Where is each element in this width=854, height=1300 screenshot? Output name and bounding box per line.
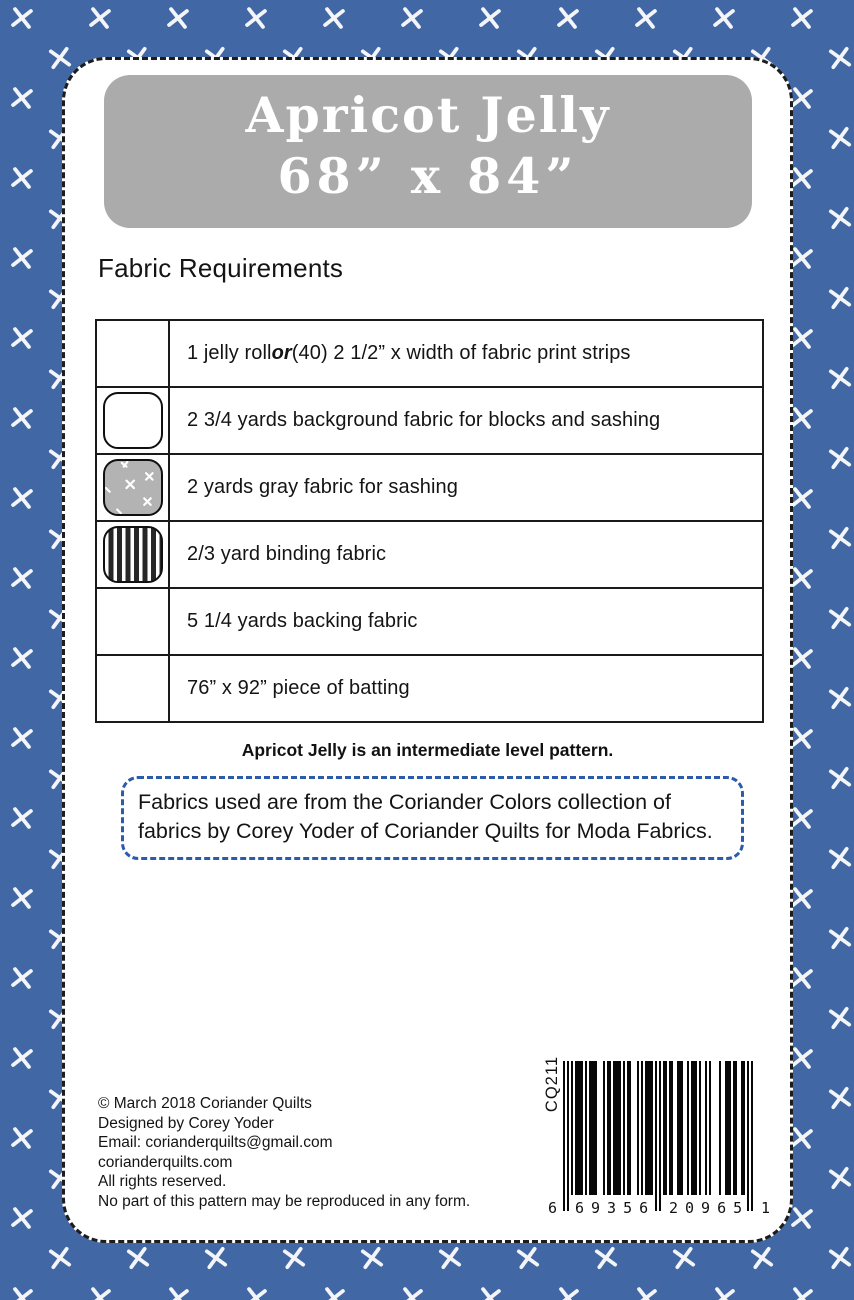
swatch-cell [97, 321, 170, 386]
fabric-requirement-text [170, 455, 762, 520]
background-fabric-swatch [103, 392, 163, 449]
barcode-left-digits: 69356 [569, 1195, 653, 1219]
req-text-suffix: (40) 2 1/2” x width of fabric print strips [291, 342, 631, 364]
binding-fabric-swatch [103, 526, 163, 583]
copyright-line: All rights reserved. [98, 1173, 227, 1191]
title-banner [104, 75, 752, 228]
upc-barcode [543, 1056, 770, 1217]
table-row [97, 587, 762, 654]
gray-fabric-swatch [103, 459, 163, 516]
barcode-bars [563, 1061, 753, 1211]
req-text: 76” x 92” piece of batting [187, 677, 410, 699]
pattern-title: Apricot Jelly [245, 86, 611, 144]
copyright-line: No part of this pattern may be reproduced in any form. [98, 1192, 471, 1210]
table-row [97, 386, 762, 453]
copyright-line: corianderquilts.com [98, 1153, 233, 1171]
barcode-module [751, 1061, 753, 1211]
pattern-card [62, 57, 793, 1243]
pattern-code-label: CQ211 [543, 1056, 561, 1113]
req-text: 2 3/4 yards background fabric for blocks and sashing [187, 409, 661, 431]
copyright-line: © March 2018 Coriander Quilts [98, 1095, 312, 1112]
notice-line: fabrics by Corey Yoder of Coriander Quilts for Moda Fabrics. [138, 819, 713, 843]
copyright-block [98, 1094, 470, 1212]
fabric-requirement-text [170, 589, 762, 654]
x-marks-icon [105, 461, 161, 514]
req-text-emphasis: or [271, 342, 292, 364]
table-row [97, 520, 762, 587]
fabric-requirement-text [170, 321, 762, 386]
pattern-size: 68” x 84” [277, 147, 579, 205]
swatch-cell [97, 589, 170, 654]
fabric-requirement-text [170, 522, 762, 587]
swatch-cell [97, 656, 170, 721]
fabric-requirements-heading: Fabric Requirements [98, 253, 344, 283]
fabric-requirement-text [170, 656, 762, 721]
notice-line: Fabrics used are from the Coriander Colors collection of [138, 790, 671, 814]
req-text: 2/3 yard binding fabric [187, 543, 387, 565]
table-row [97, 321, 762, 386]
swatch-cell [97, 522, 170, 587]
fabric-requirements-table [95, 319, 764, 723]
fabric-collection-notice [121, 776, 744, 860]
copyright-line: Designed by Corey Yoder [98, 1114, 274, 1132]
req-text: 2 yards gray fabric for sashing [187, 476, 459, 498]
barcode-last-digit: 1 [760, 1199, 770, 1217]
swatch-cell [97, 388, 170, 453]
req-text: 5 1/4 yards backing fabric [187, 610, 418, 632]
swatch-cell [97, 455, 170, 520]
copyright-line: Email: corianderquilts@gmail.com [98, 1134, 333, 1152]
fabric-requirement-text [170, 388, 762, 453]
table-row [97, 654, 762, 721]
barcode-right-digits: 20965 [663, 1195, 747, 1219]
skill-level-note: Apricot Jelly is an intermediate level pattern. [241, 740, 614, 760]
table-row [97, 453, 762, 520]
barcode-first-digit: 6 [548, 1199, 558, 1217]
req-text-prefix: 1 jelly roll [187, 342, 272, 364]
